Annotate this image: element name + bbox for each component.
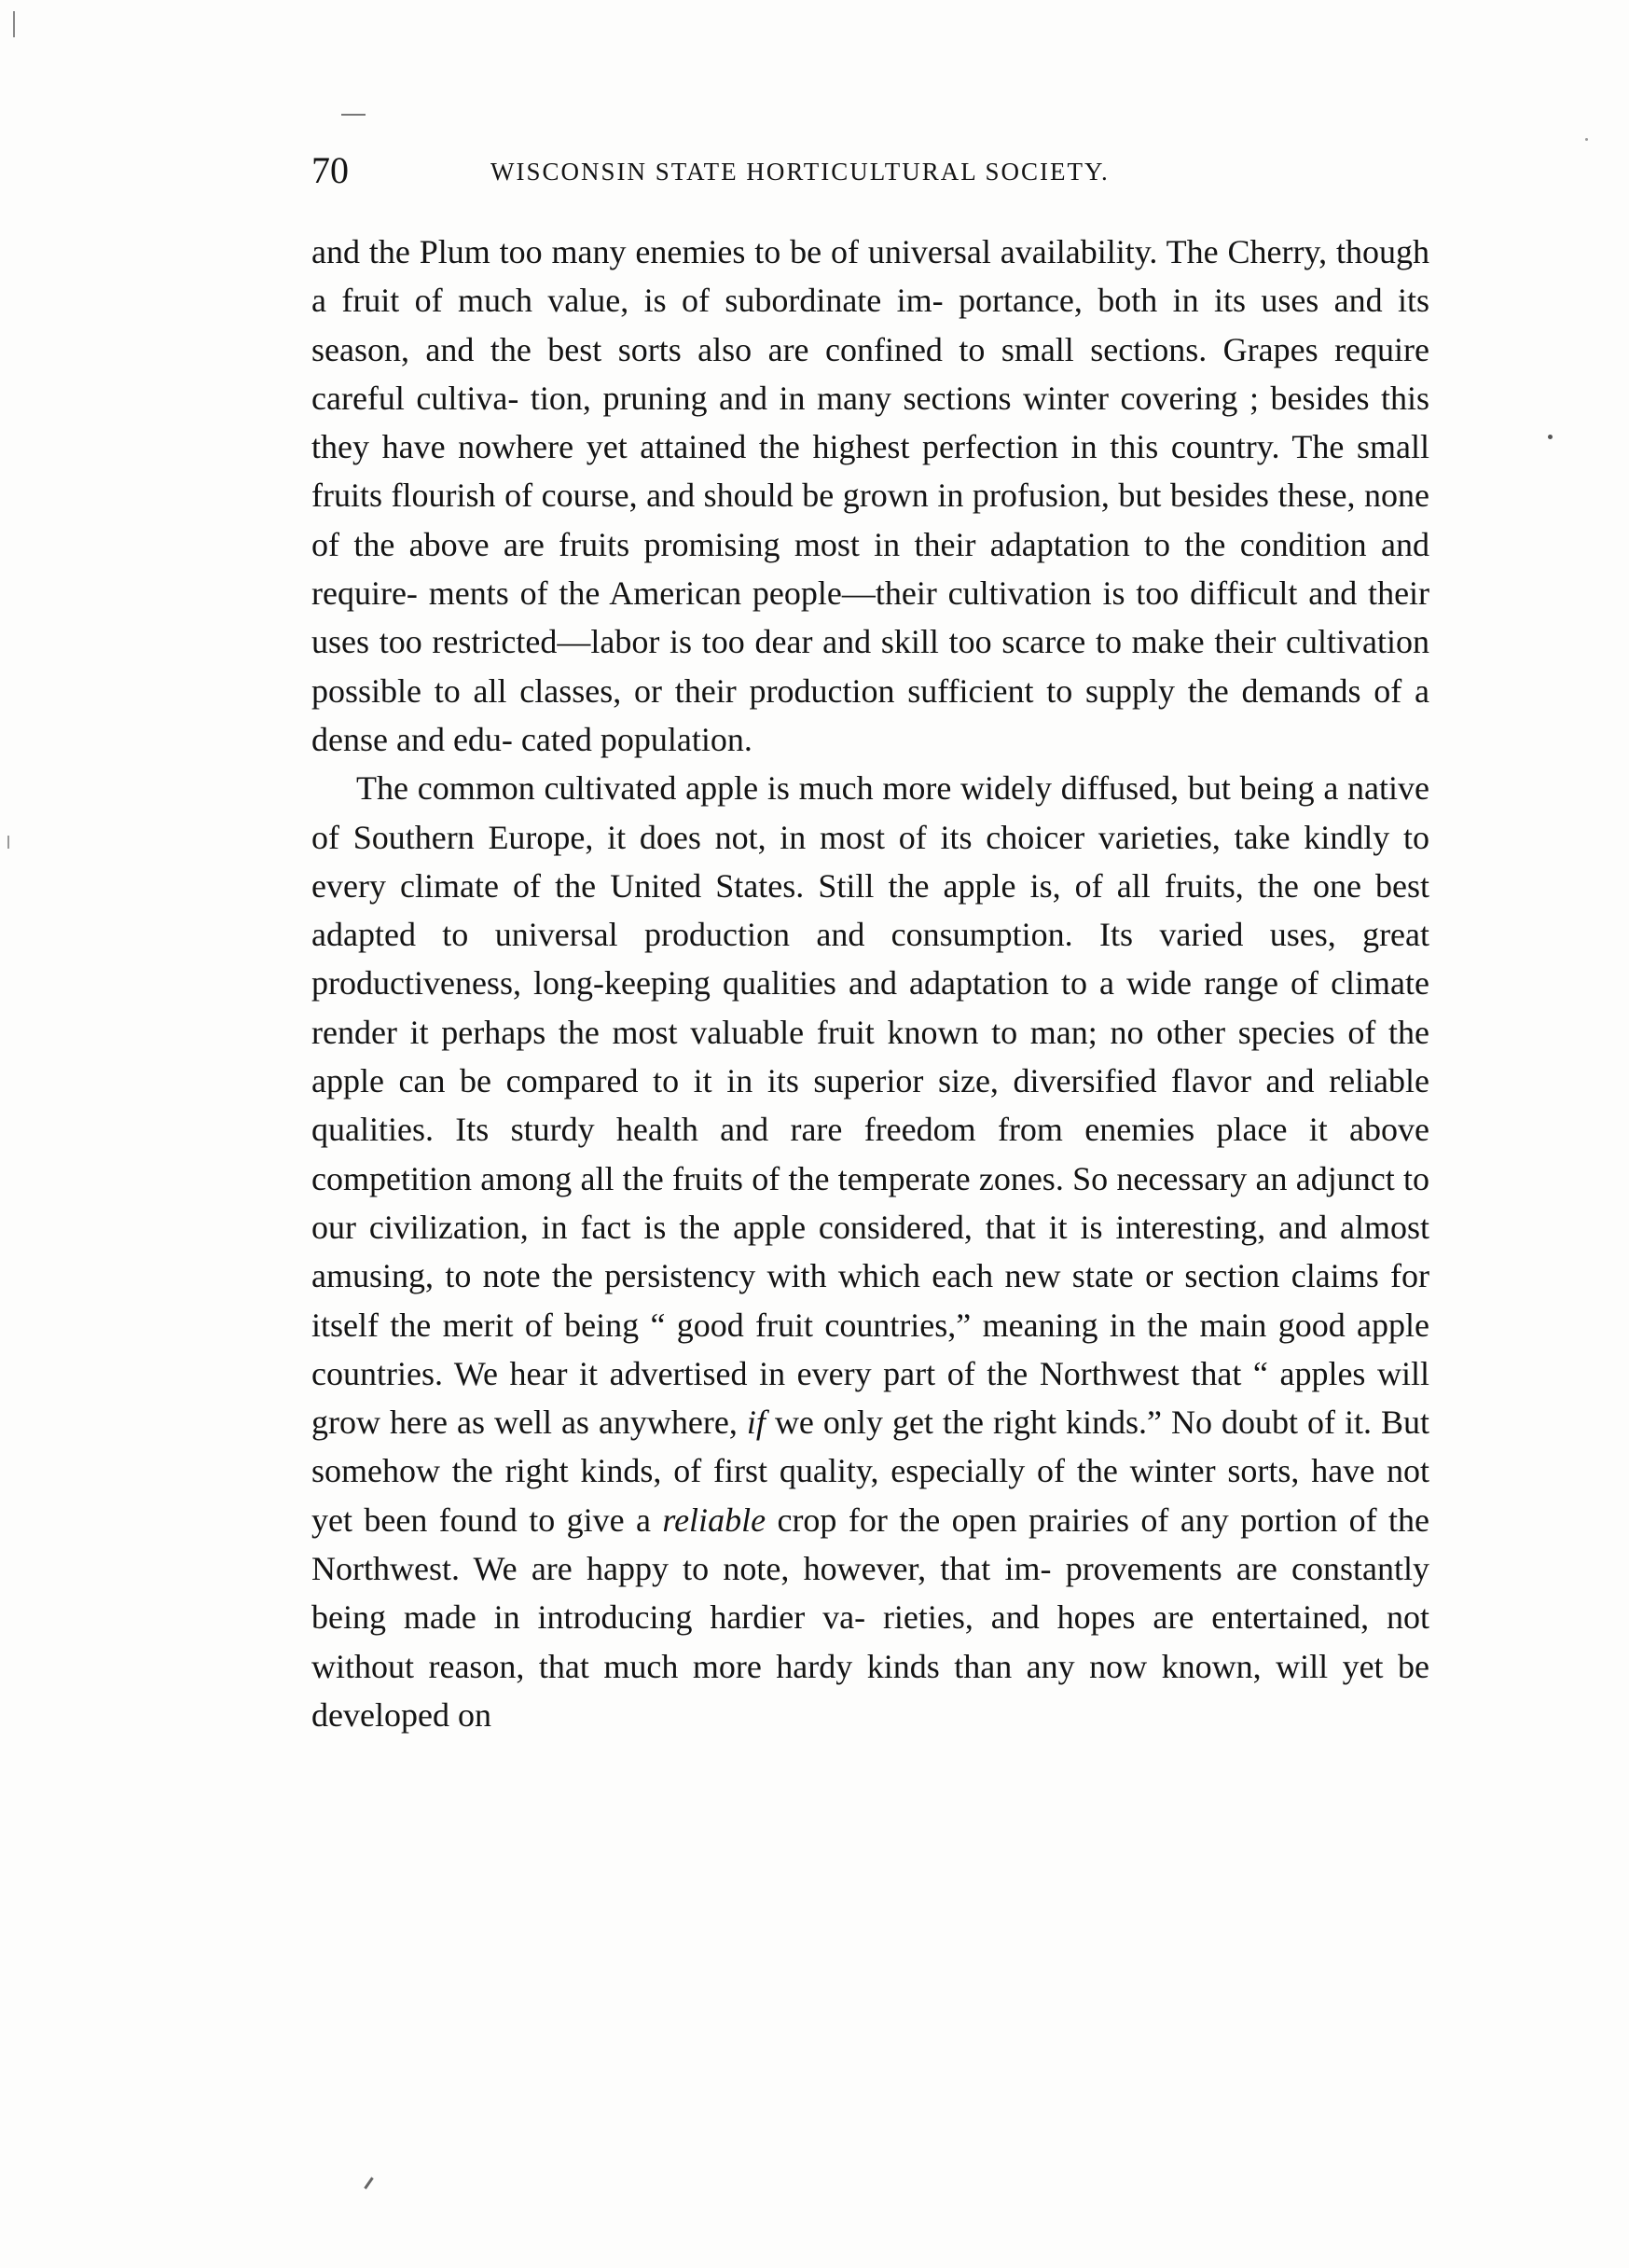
scan-mark	[341, 114, 366, 116]
text-line: rieties, and hopes are entertained, not without reason, that much	[311, 1598, 1429, 1685]
text-line: cated population.	[520, 720, 752, 758]
text-line: being “ good fruit countries,” meaning in the main good apple	[564, 1306, 1430, 1344]
text-line: The Cherry, though a fruit of much value, is of subordinate im-	[311, 233, 1429, 320]
text-line: of the Northwest. We are happy to note, however, that im-	[311, 1500, 1430, 1588]
text-line: The common cultivated apple is much more widely diffused,	[356, 769, 1180, 808]
scan-mark	[1548, 435, 1553, 439]
text-line: that “ apples will grow here as well as anywhere,	[311, 1354, 1430, 1442]
paragraph-2	[311, 764, 1429, 1739]
italic-word: if	[746, 1404, 766, 1442]
text-line: countries. We hear it advertised in every part of the Northwest	[311, 1354, 1180, 1392]
text-line: range of climate render it perhaps the most valuable fruit known	[311, 964, 1430, 1051]
running-head: WISCONSIN STATE HORTICULTURAL SOCIETY.	[490, 158, 1110, 186]
scan-mark	[1585, 138, 1588, 141]
text-line: is interesting, and almost amusing, to note the persistency with	[311, 1208, 1430, 1295]
text-line: superior size, diversified flavor and reliable qualities. Its sturdy	[311, 1062, 1430, 1149]
text-line: of first quality, especially of the winter sorts, have not yet been	[311, 1452, 1429, 1539]
text-line: production sufficient to supply the demands of a dense and edu-	[311, 671, 1430, 758]
italic-word: reliable	[662, 1500, 766, 1539]
text-line: in profusion, but besides these, none of the above are fruits	[311, 477, 1429, 563]
page-number: 70	[311, 149, 349, 191]
text-line: they have nowhere yet attained the highest perfection in this	[311, 428, 1159, 466]
scan-mark	[364, 2177, 373, 2189]
text-line: adjunct to our civilization, in fact is the apple considered, that it	[311, 1159, 1430, 1246]
text-line: ments of the American people—their cultivation is too difficult	[428, 574, 1298, 613]
page-header	[311, 147, 1281, 194]
scan-mark	[7, 836, 9, 849]
text-line: the right kinds.” No doubt of it. But somehow the right kinds,	[311, 1404, 1430, 1490]
scan-mark	[13, 11, 15, 37]
text-line: portance, both in its uses and its season, and the best sorts also	[311, 282, 1430, 368]
text-line: tion, pruning and in many sections winter covering ; besides this	[530, 379, 1429, 417]
text-line: found to give a	[438, 1500, 651, 1539]
text-line: more hardy kinds than any now known, will yet be developed on	[311, 1647, 1430, 1734]
text-line: we only get	[774, 1404, 933, 1442]
body-text	[311, 228, 1429, 1739]
paragraph-1	[311, 228, 1429, 764]
text-line: universal production and consumption. Its varied uses, great	[494, 916, 1430, 954]
text-line: its choicer varieties, take kindly to every climate of the United	[311, 818, 1430, 905]
text-line: crop for the open prairies of any portion	[777, 1500, 1338, 1539]
text-line: productiveness, long-keeping qualities and adaptation to a wide	[311, 964, 1193, 1003]
text-line: provements are constantly being made in introducing hardier va-	[311, 1550, 1429, 1637]
text-line: country. The small fruits flourish of course, and should be grown	[311, 428, 1429, 515]
text-line: but being a native of Southern Europe, it does not, in most of	[311, 769, 1430, 856]
text-line: scarce to make their cultivation possible to all classes, or their	[311, 623, 1429, 710]
text-line: promising most in their adaptation to the condition and require-	[311, 525, 1429, 613]
text-line: and the Plum too many enemies to be of universal availability.	[311, 233, 1158, 270]
text-line: are confined to small sections. Grapes require careful cultiva-	[311, 330, 1429, 417]
text-line: among all the fruits of the temperate zones. So necessary an	[480, 1159, 1288, 1197]
text-line: which each new state or section claims for itself the merit of	[311, 1257, 1430, 1344]
text-line: to man; no other species of the apple can be compared to it in its	[311, 1013, 1429, 1100]
text-line: States. Still the apple is, of all fruits, the one best adapted to	[311, 866, 1430, 954]
text-line: and their uses too restricted—labor is too dear and skill too	[311, 574, 1430, 661]
text-line: health and rare freedom from enemies place it above competition	[311, 1111, 1429, 1197]
